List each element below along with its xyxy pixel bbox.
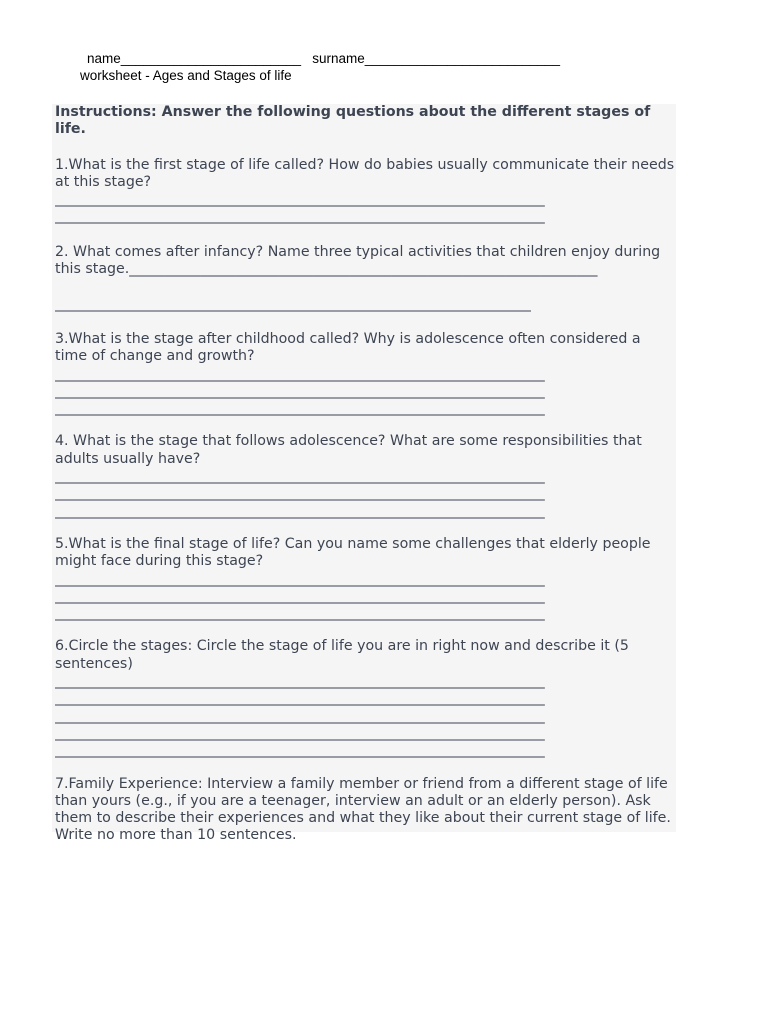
name-surname-line: name________________________ surname__________________________ xyxy=(87,51,560,66)
answer-line[interactable]: _______________________________________________________________________ xyxy=(55,605,545,622)
answer-line[interactable]: _______________________________________________________________________ xyxy=(55,502,545,519)
answer-line[interactable]: _______________________________________________________________________ xyxy=(55,707,545,724)
answer-line[interactable]: _______________________________________________________________________ xyxy=(55,191,545,208)
question-1: 1.What is the first stage of life called? How do babies usually communicate their needs at this stage? xyxy=(55,156,675,190)
worksheet-title: worksheet - Ages and Stages of life xyxy=(80,68,292,83)
answer-line[interactable]: _______________________________________________________________________ xyxy=(55,382,545,399)
question-7: 7.Family Experience: Interview a family member or friend from a different stage of life than yours (e.g., if you are a teenager, interview an adult or an elderly person). Ask them to describe their experiences and what they like about their current stage of life. Write no more than 10 sentences. xyxy=(55,775,671,844)
question-6: 6.Circle the stages: Circle the stage of life you are in right now and describe it (5 sentences) xyxy=(55,638,629,672)
answer-line[interactable]: _______________________________________________________________________ xyxy=(55,570,545,587)
answer-line-blank[interactable] xyxy=(55,278,677,295)
answer-line[interactable]: _______________________________________________________________________ xyxy=(55,400,545,417)
question-4: 4. What is the stage that follows adolescence? What are some responsibilities that adults usually have? xyxy=(55,433,642,467)
answer-line[interactable]: _______________________________________________________________________ xyxy=(55,208,545,225)
question-5: 5.What is the final stage of life? Can you name some challenges that elderly people might face during this stage? xyxy=(55,535,651,570)
question-2: 2. What comes after infancy? Name three typical activities that children enjoy during this stage.__________________________________________________________________ xyxy=(55,243,661,278)
answer-line[interactable]: _______________________________________________________________________ xyxy=(55,468,545,485)
questions-content xyxy=(55,104,677,845)
answer-line[interactable]: _____________________________________________________________________ xyxy=(55,295,531,312)
instructions-text: Instructions: Answer the following questions about the different stages of life. xyxy=(55,104,651,138)
answer-line[interactable]: _______________________________________________________________________ xyxy=(55,485,545,502)
answer-line[interactable]: _______________________________________________________________________ xyxy=(55,587,545,604)
answer-line[interactable]: _______________________________________________________________________ xyxy=(55,742,545,759)
answer-line[interactable]: _______________________________________________________________________ xyxy=(55,724,545,741)
answer-line[interactable]: _______________________________________________________________________ xyxy=(55,365,545,382)
answer-line[interactable]: _______________________________________________________________________ xyxy=(55,673,545,690)
question-3: 3.What is the stage after childhood called? Why is adolescence often considered a time of change and growth? xyxy=(55,330,641,365)
answer-line[interactable]: _______________________________________________________________________ xyxy=(55,690,545,707)
